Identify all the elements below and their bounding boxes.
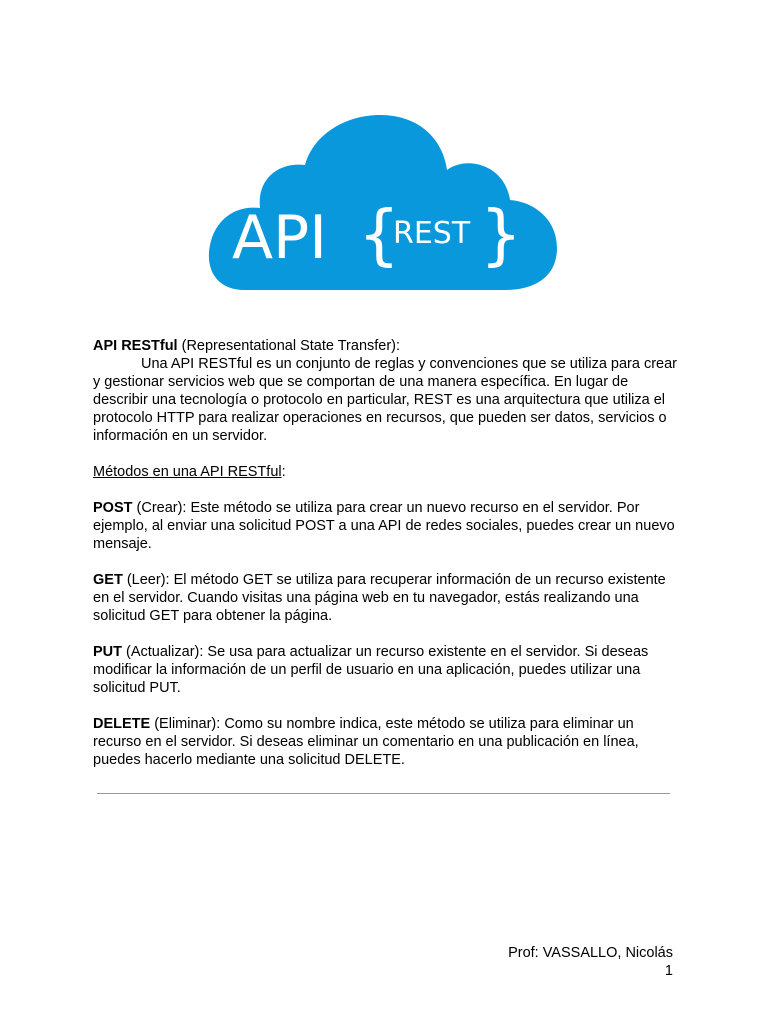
method-put xyxy=(93,643,683,697)
footer-author: Prof: VASSALLO, Nicolás xyxy=(508,945,673,961)
intro-paragraph xyxy=(93,355,683,445)
methods-heading-colon: : xyxy=(281,464,286,480)
method-delete xyxy=(93,715,683,769)
logo-api-text: API xyxy=(232,203,327,273)
method-put-name: PUT xyxy=(93,644,122,660)
methods-heading-text: Métodos en una API RESTful xyxy=(93,464,282,480)
method-get-description: (Leer): El método GET se utiliza para recuperar información de un recurso existente en el servidor. Cuando visitas una página web en tu navegador, estás realizando una solicitud GET para obtener la página. xyxy=(93,572,666,624)
method-post-name: POST xyxy=(93,500,133,516)
intro-term: API RESTful xyxy=(93,338,178,354)
document-body xyxy=(93,337,683,769)
logo-rest-text: REST xyxy=(393,216,471,251)
methods-heading xyxy=(93,463,683,481)
horizontal-divider xyxy=(97,793,670,794)
method-post-description: (Crear): Este método se utiliza para crear un nuevo recurso en el servidor. Por ejemplo, al enviar una solicitud POST a una API de redes sociales, puedes crear un nuevo mensaje. xyxy=(93,500,675,552)
intro-paragraph-text: Una API RESTful es un conjunto de reglas y convenciones que se utiliza para crear y gestionar servicios web que se comportan de una manera específica. En lugar de describir una tecnología o protocolo en particular, REST es una arquitectura que utiliza el protocolo HTTP para realizar operaciones en recursos, que pueden ser datos, servicios o información en un servidor. xyxy=(93,356,677,444)
page-number: 1 xyxy=(664,963,673,979)
intro-title xyxy=(93,337,683,355)
logo-brace-close: } xyxy=(480,196,522,273)
method-get-name: GET xyxy=(93,572,123,588)
cloud-icon xyxy=(205,110,565,295)
method-post xyxy=(93,499,683,553)
api-rest-logo xyxy=(205,110,565,295)
method-delete-name: DELETE xyxy=(93,716,151,732)
logo-brace-open: { xyxy=(358,196,400,273)
method-get xyxy=(93,571,683,625)
intro-term-rest: (Representational State Transfer): xyxy=(177,338,401,354)
method-put-description: (Actualizar): Se usa para actualizar un recurso existente en el servidor. Si deseas modificar la información de un perfil de usuario en una aplicación, puedes utilizar una solicitud PUT. xyxy=(93,644,649,696)
page-footer xyxy=(508,944,673,980)
method-delete-description: (Eliminar): Como su nombre indica, este método se utiliza para eliminar un recurso en el servidor. Si deseas eliminar un comentario en una publicación en línea, puedes hacerlo mediante una solicitud DELETE. xyxy=(93,716,639,768)
